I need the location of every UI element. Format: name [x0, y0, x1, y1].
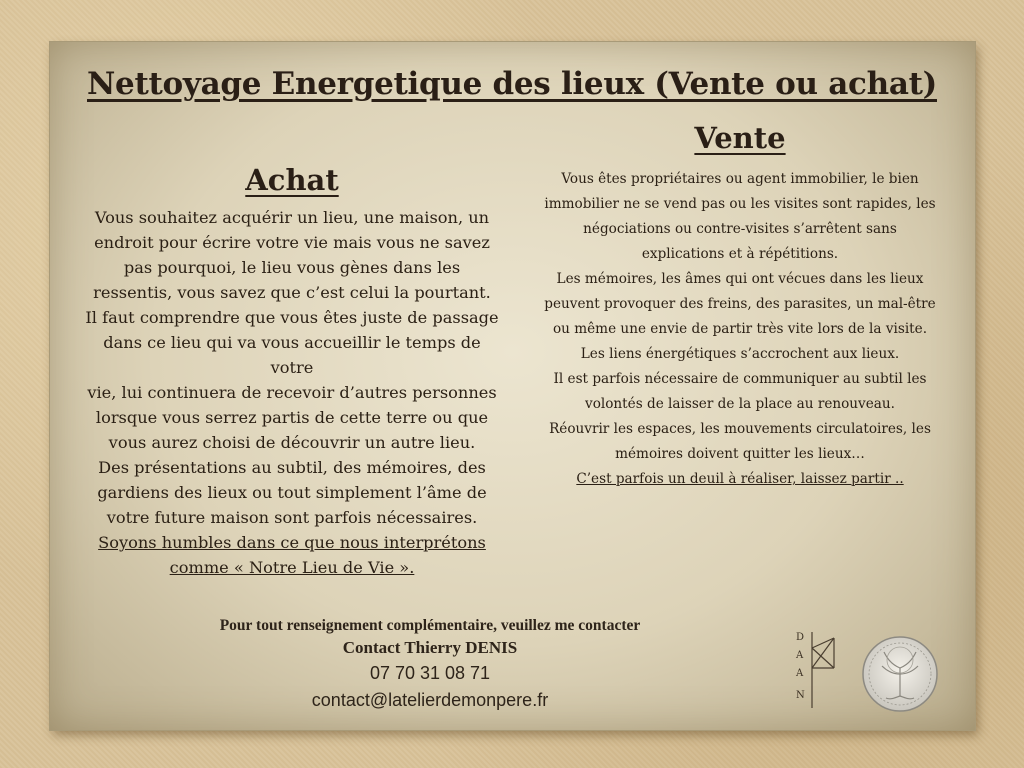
- achat-line: vie, lui continuera de recevoir d’autres personnes: [87, 383, 497, 402]
- achat-line: Vous souhaitez acquérir un lieu, une maison, un: [94, 208, 490, 227]
- vente-line: Vous êtes propriétaires ou agent immobilier, le bien: [561, 171, 919, 187]
- page-title: Nettoyage Energetique des lieux (Vente ou achat): [87, 66, 937, 102]
- achat-line: vous aurez choisi de découvrir un autre lieu.: [108, 433, 476, 452]
- vente-line: Il est parfois nécessaire de communiquer au subtil les: [553, 371, 927, 387]
- achat-line: Des présentations au subtil, des mémoires, des: [98, 458, 486, 477]
- vente-line: Les mémoires, les âmes qui ont vécues dans les lieux: [556, 271, 924, 287]
- vente-line: négociations ou contre-visites s’arrêtent sans: [583, 221, 897, 237]
- vente-closing-line: C’est parfois un deuil à réaliser, laissez partir ..: [576, 471, 904, 487]
- vente-line: ou même une envie de partir très vite lors de la visite.: [552, 321, 928, 337]
- achat-column: [82, 205, 502, 580]
- achat-line: lorsque vous serrez partis de cette terre ou que: [95, 408, 489, 427]
- logo-letter: N: [796, 690, 805, 701]
- achat-line: ressentis, vous savez que c’est celui la pourtant.: [93, 283, 491, 302]
- achat-line: gardiens des lieux ou tout simplement l’âme de: [97, 483, 487, 502]
- achat-closing-line: Soyons humbles dans ce que nous interprétons: [98, 533, 486, 552]
- contact-name: Contact Thierry DENIS: [342, 638, 518, 657]
- achat-line: dans ce lieu qui va vous accueillir le temps de votre: [103, 333, 481, 377]
- achat-line: pas pourquoi, le lieu vous gènes dans les: [123, 258, 461, 277]
- contact-phone[interactable]: 07 70 31 08 71: [369, 663, 491, 683]
- vente-line: mémoires doivent quitter les lieux…: [615, 446, 865, 462]
- vente-line: Réouvrir les espaces, les mouvements circulatoires, les: [549, 421, 931, 437]
- vente-line: immobilier ne se vend pas ou les visites sont rapides, les: [544, 196, 936, 212]
- logo-letter: D: [796, 632, 805, 643]
- achat-line: endroit pour écrire votre vie mais vous ne savez: [94, 233, 490, 252]
- vente-heading: Vente: [694, 121, 786, 155]
- daan-monogram-logo-icon: [790, 630, 845, 710]
- vente-line: Les liens énergétiques s’accrochent aux lieux.: [580, 346, 900, 362]
- achat-line: Il faut comprendre que vous êtes juste de passage: [85, 308, 499, 327]
- achat-heading: Achat: [245, 163, 339, 197]
- tree-of-life-seal-icon: [860, 634, 940, 714]
- contact-email[interactable]: contact@latelierdemonpere.fr: [311, 690, 549, 710]
- vente-line: volontés de laisser de la place au renouveau.: [585, 396, 895, 412]
- footer-info: Pour tout renseignement complémentaire, veuillez me contacter: [219, 617, 641, 634]
- achat-closing-line: comme « Notre Lieu de Vie ».: [169, 558, 415, 577]
- achat-line: votre future maison sont parfois nécessaires.: [106, 508, 478, 527]
- logo-letter: A: [796, 668, 804, 679]
- vente-column: [530, 167, 950, 492]
- vente-line: explications et à répétitions.: [641, 246, 839, 262]
- logo-letter: A: [796, 650, 804, 661]
- vente-line: peuvent provoquer des freins, des parasites, un mal-être: [544, 296, 936, 312]
